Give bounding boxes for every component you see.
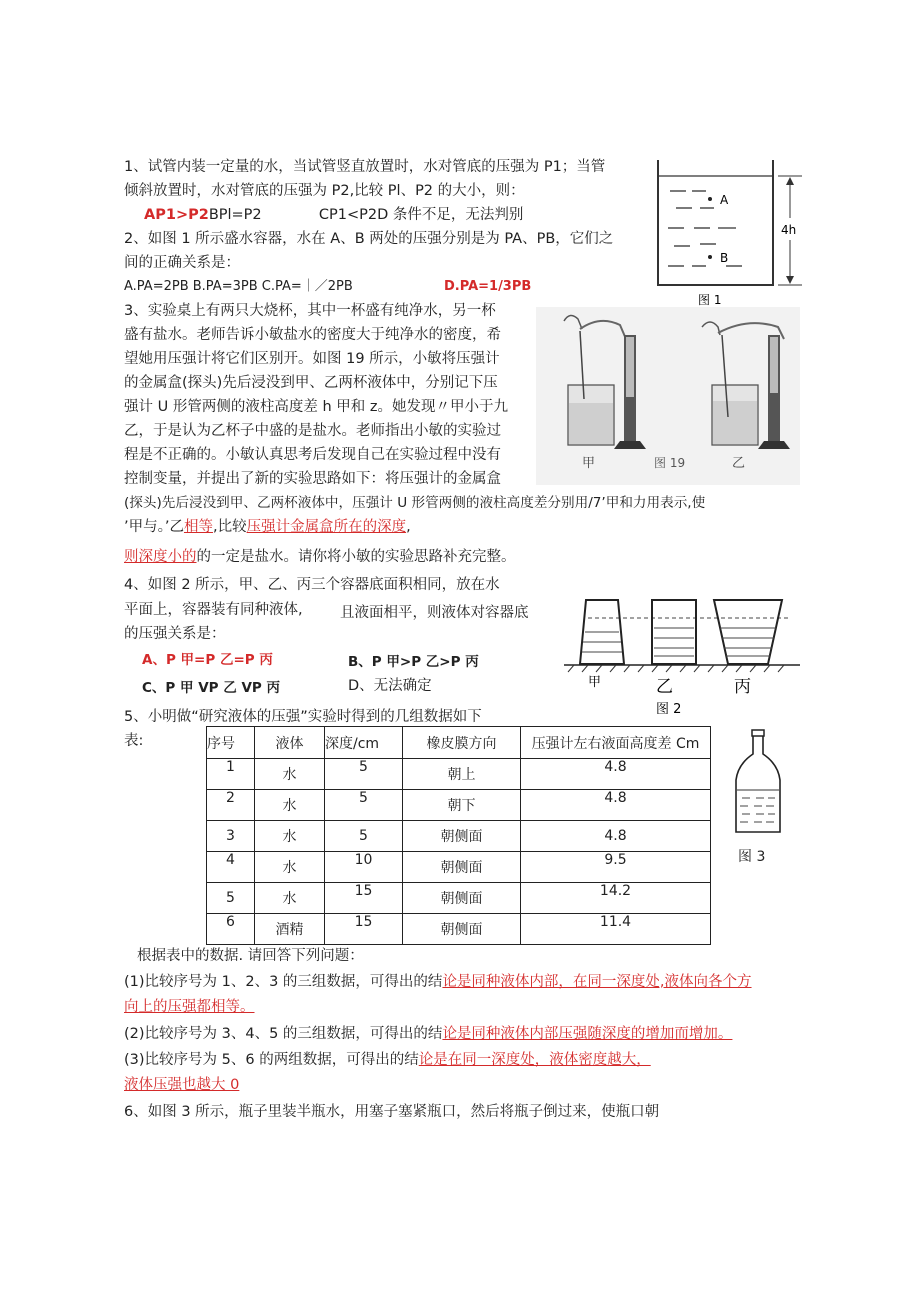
q3-line10-end: ,	[406, 519, 411, 535]
table-cell: 4.8	[521, 790, 711, 821]
fig19-label-right: 乙	[732, 456, 746, 471]
q5-answer2-red: 论是同种液体内部压强随深度的增加而增加。	[442, 1026, 733, 1042]
q5-answer3-cont: 液体压强也越大 0	[124, 1077, 240, 1093]
fig1-caption: 图 1	[698, 293, 722, 307]
table-cell: 水	[255, 759, 325, 790]
table-cell: 9.5	[521, 852, 711, 883]
table-header: 压强计左右液面高度差 Cm	[521, 727, 711, 759]
q2-line1: 2、如图 1 所示盛水容器，水在 A、B 两处的压强分别是为 PA、PB，它们之	[124, 231, 614, 247]
fig1-point-b	[708, 255, 712, 259]
q3-line10-mid: ,比较	[212, 519, 247, 535]
table-cell: 2	[207, 790, 255, 821]
table-cell: 水	[255, 852, 325, 883]
q5-answer1-cont: 向上的压强都相等。	[124, 999, 255, 1015]
q3-line10-pre: ’甲与。’乙	[124, 519, 184, 535]
table-row	[207, 914, 711, 945]
q2-options	[124, 277, 353, 297]
q1-line2: 倾斜放置时，水对管底的压强为 P2,比较 Pl、P2 的大小，则：	[124, 183, 525, 199]
figure-1	[640, 158, 810, 308]
q5-line1: 5、小明做“研究液体的压强”实验时得到的几组数据如下	[124, 709, 482, 725]
fig1-water-marks	[668, 191, 742, 266]
table-cell: 水	[255, 790, 325, 821]
table-header: 橡皮膜方向	[403, 727, 521, 759]
q3-line: 的金属盒(探头)先后浸没到甲、乙两杯液体中，分别记下压	[124, 375, 498, 391]
table-cell: 水	[255, 883, 325, 914]
table-cell: 朝侧面	[403, 883, 521, 914]
fig19-label-left: 甲	[582, 456, 596, 471]
table-cell: 朝下	[403, 790, 521, 821]
table-cell: 5	[207, 883, 255, 914]
fig2-container-yi	[652, 600, 696, 664]
q3-line: 望她用压强计将它们区别开。如图 19 所示，小敏将压强计	[124, 351, 500, 367]
table-header: 序号	[207, 727, 255, 759]
q2-option-d: D.PA=1/3PB	[444, 279, 532, 294]
fig1-arrowhead-down	[786, 276, 794, 284]
q3-line: 3、实验桌上有两只大烧杯，其中一杯盛有纯净水，另一杯	[124, 303, 496, 319]
table-cell: 朝侧面	[403, 914, 521, 945]
q3-line: 程是不正确的。小敏认真思考后发现自己在实验过程中没有	[124, 447, 501, 463]
data-table	[206, 726, 711, 945]
table-cell: 5	[325, 759, 403, 790]
fig2-container-bing	[714, 600, 782, 664]
table-row	[207, 759, 711, 790]
fig2-label-yi: 乙	[656, 677, 673, 697]
q4-line1: 4、如图 2 所示，甲、乙、丙三个容器底面积相同，放在水	[124, 577, 500, 593]
q3-answer-depth: 压强计金属盒所在的深度	[246, 519, 407, 535]
table-cell: 水	[255, 821, 325, 852]
table-header: 深度/cm	[325, 727, 403, 759]
table-cell: 11.4	[521, 914, 711, 945]
figure-3-bottle	[730, 728, 790, 838]
q4-option-b: B、P 甲>P 乙>P 丙	[348, 654, 479, 670]
table-cell: 3	[207, 821, 255, 852]
table-cell: 15	[325, 883, 403, 914]
fig3-caption: 图 3	[738, 849, 766, 865]
q3-line: 盛有盐水。老师告诉小敏盐水的密度大于纯净水的密度，希	[124, 327, 501, 343]
table-cell: 4	[207, 852, 255, 883]
q5-answer3-pre: (3)比较序号为 5、6 的两组数据，可得出的结	[124, 1052, 419, 1068]
q4-line2b: 且液面相平，则液体对容器底	[340, 605, 529, 621]
q4-option-c: C、P 甲 VP 乙 VP 丙	[142, 680, 280, 696]
q1-option-cd: CP1<P2D 条件不足，无法判别	[318, 207, 524, 223]
fig1-height-label: 4h	[781, 223, 797, 237]
fig3-bottle-cap	[752, 730, 764, 736]
q3-line: 乙，于是认为乙杯子中盛的是盐水。老师指出小敏的实验过	[124, 423, 501, 439]
table-header-row	[207, 727, 711, 759]
table-cell: 4.8	[521, 821, 711, 852]
fig19-caption: 图 19	[654, 456, 686, 470]
table-cell: 朝上	[403, 759, 521, 790]
q4-line2a: 平面上，容器装有同种液体,	[124, 602, 303, 618]
table-cell: 朝侧面	[403, 821, 521, 852]
fig1-arrowhead-up	[786, 177, 794, 185]
q5-answer1-pre: (1)比较序号为 1、2、3 的三组数据，可得出的结	[124, 974, 443, 990]
q3-line: (探头)先后浸没到甲、乙两杯液体中，压强计 U 形管两侧的液柱高度差分别用/7’甲和力用表示,使	[124, 495, 706, 511]
fig2-label-bing: 丙	[734, 677, 751, 697]
q3-line: 强计 U 形管两侧的液柱高度差 h 甲和 z。她发现〃甲小于九	[124, 399, 508, 415]
q5-intro: 根据表中的数据. 请回答下列问题：	[137, 948, 364, 964]
q1-options	[144, 205, 523, 225]
q3-line11-rest: 的一定是盐水。请你将小敏的实验思路补充完整。	[196, 549, 516, 565]
table-cell: 14.2	[521, 883, 711, 914]
q5-answer1	[124, 972, 752, 992]
figure-19	[536, 307, 800, 485]
table-cell: 10	[325, 852, 403, 883]
fig3-bottle-outline	[736, 736, 780, 832]
q5-answer3	[124, 1050, 651, 1070]
q5-answer3-red: 论是在同一深度处，液体密度越大，	[418, 1052, 651, 1068]
table-cell: 1	[207, 759, 255, 790]
q1-option-b: BPl=P2	[208, 207, 262, 223]
fig2-label-jia: 甲	[588, 675, 602, 690]
figure-2	[560, 592, 805, 714]
q3-answer-smaller: 则深度小的	[124, 549, 197, 565]
q6-line1: 6、如图 3 所示，瓶子里装半瓶水，用塞子塞紧瓶口，然后将瓶子倒过来，使瓶口朝	[124, 1104, 660, 1120]
table-row	[207, 883, 711, 914]
table-cell: 4.8	[521, 759, 711, 790]
q3-line10	[124, 517, 411, 537]
fig1-label-b: B	[720, 251, 729, 265]
q4-line3: 的压强关系是：	[124, 626, 226, 642]
table-cell: 5	[325, 821, 403, 852]
q2-options-abc: A.PA=2PB B.PA=3PB C.PA=｜／2PB	[124, 279, 353, 294]
q1-option-a: AP1>P2	[144, 207, 209, 223]
table-cell: 酒精	[255, 914, 325, 945]
table-cell: 朝侧面	[403, 852, 521, 883]
fig1-label-a: A	[720, 193, 729, 207]
q5-answer2	[124, 1024, 732, 1044]
q5-answer1-red: 论是同种液体内部，在同一深度处,液体向各个方	[442, 974, 752, 990]
q3-line11	[124, 547, 516, 567]
q3-line: 控制变量，并提出了新的实验思路如下：将压强计的金属盒	[124, 471, 501, 487]
table-row	[207, 790, 711, 821]
q1-line1: 1、试管内装一定量的水，当试管竖直放置时，水对管底的压强为 P1；当管	[124, 159, 606, 175]
q3-answer-equal: 相等	[183, 519, 213, 535]
table-cell: 15	[325, 914, 403, 945]
q5-line2: 表:	[124, 733, 144, 749]
q4-option-d: D、无法确定	[348, 678, 432, 694]
table-row	[207, 852, 711, 883]
table-cell: 6	[207, 914, 255, 945]
table-row	[207, 821, 711, 852]
q2-line2: 间的正确关系是：	[124, 255, 240, 271]
table-cell: 5	[325, 790, 403, 821]
fig2-caption: 图 2	[656, 702, 682, 714]
fig1-point-a	[708, 197, 712, 201]
table-header: 液体	[255, 727, 325, 759]
q5-answer2-pre: (2)比较序号为 3、4、5 的三组数据，可得出的结	[124, 1026, 443, 1042]
q4-option-a: A、P 甲=P 乙=P 丙	[142, 652, 273, 668]
